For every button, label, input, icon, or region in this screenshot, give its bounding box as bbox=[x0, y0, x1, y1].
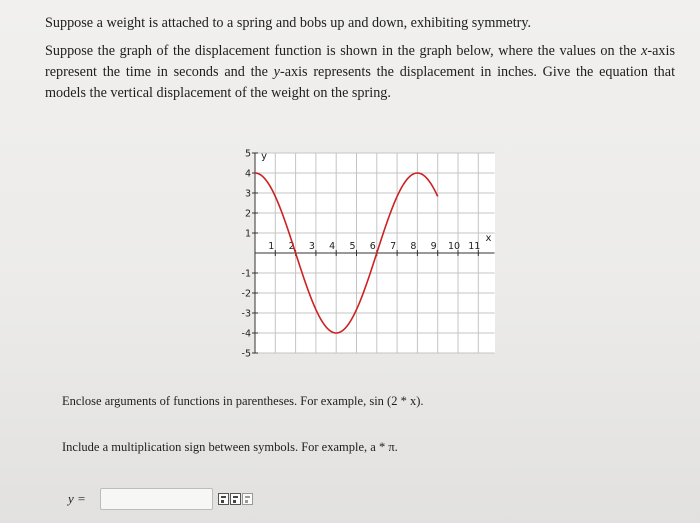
x-tick-label: 2 bbox=[288, 241, 295, 252]
x-axis-label: x bbox=[485, 233, 492, 244]
x-tick-label: 8 bbox=[410, 241, 417, 252]
displacement-graph bbox=[225, 148, 500, 358]
y-tick-label: 4 bbox=[244, 168, 251, 180]
y-tick-label: -2 bbox=[241, 288, 251, 300]
x-tick-label: 11 bbox=[468, 241, 481, 252]
y-tick-label: -5 bbox=[241, 348, 251, 358]
x-tick-label: 9 bbox=[430, 241, 437, 252]
problem-text-a: Suppose the graph of the displacement function is shown in the graph below, where the values on the bbox=[45, 43, 642, 59]
y-variable: y bbox=[273, 64, 280, 80]
matrix-tool-icon[interactable] bbox=[218, 493, 229, 505]
instruction-parentheses: Enclose arguments of functions in parentheses. For example, sin (2 * x). bbox=[62, 394, 424, 408]
x-tick-label: 10 bbox=[447, 241, 461, 252]
y-axis-label: y bbox=[261, 151, 268, 162]
x-tick-label: 4 bbox=[329, 241, 336, 252]
problem-text-c: -axis represents the displacement in inches. Give the equation that models the vertical displacement of the weight on the spring. bbox=[45, 64, 676, 101]
problem-text-b: -axis represent the time in seconds and the bbox=[45, 43, 675, 80]
x-tick-label: 3 bbox=[308, 241, 315, 252]
problem-description bbox=[45, 41, 675, 104]
x-tick-label: 7 bbox=[390, 241, 397, 252]
y-tick-label: 1 bbox=[244, 228, 251, 240]
table-tool-icon[interactable] bbox=[230, 493, 241, 505]
equation-toolbar bbox=[218, 493, 253, 505]
instruction-multiplication: Include a multiplication sign between symbols. For example, a * π. bbox=[62, 440, 398, 454]
y-tick-label: 5 bbox=[244, 148, 251, 160]
y-tick-label: -3 bbox=[241, 308, 251, 320]
y-tick-label: 2 bbox=[244, 208, 251, 220]
image-tool-icon[interactable] bbox=[242, 493, 253, 505]
y-tick-label: -4 bbox=[241, 328, 251, 340]
x-tick-label: 5 bbox=[349, 241, 356, 252]
problem-intro: Suppose a weight is attached to a spring and bobs up and down, exhibiting symmetry. bbox=[45, 15, 532, 31]
answer-input[interactable] bbox=[100, 488, 213, 510]
answer-label: y = bbox=[68, 491, 86, 506]
x-tick-label: 6 bbox=[369, 241, 376, 252]
x-tick-label: 1 bbox=[268, 241, 275, 252]
y-tick-label: 3 bbox=[244, 188, 251, 200]
x-variable: x bbox=[641, 43, 648, 59]
y-tick-label: -1 bbox=[241, 268, 251, 280]
